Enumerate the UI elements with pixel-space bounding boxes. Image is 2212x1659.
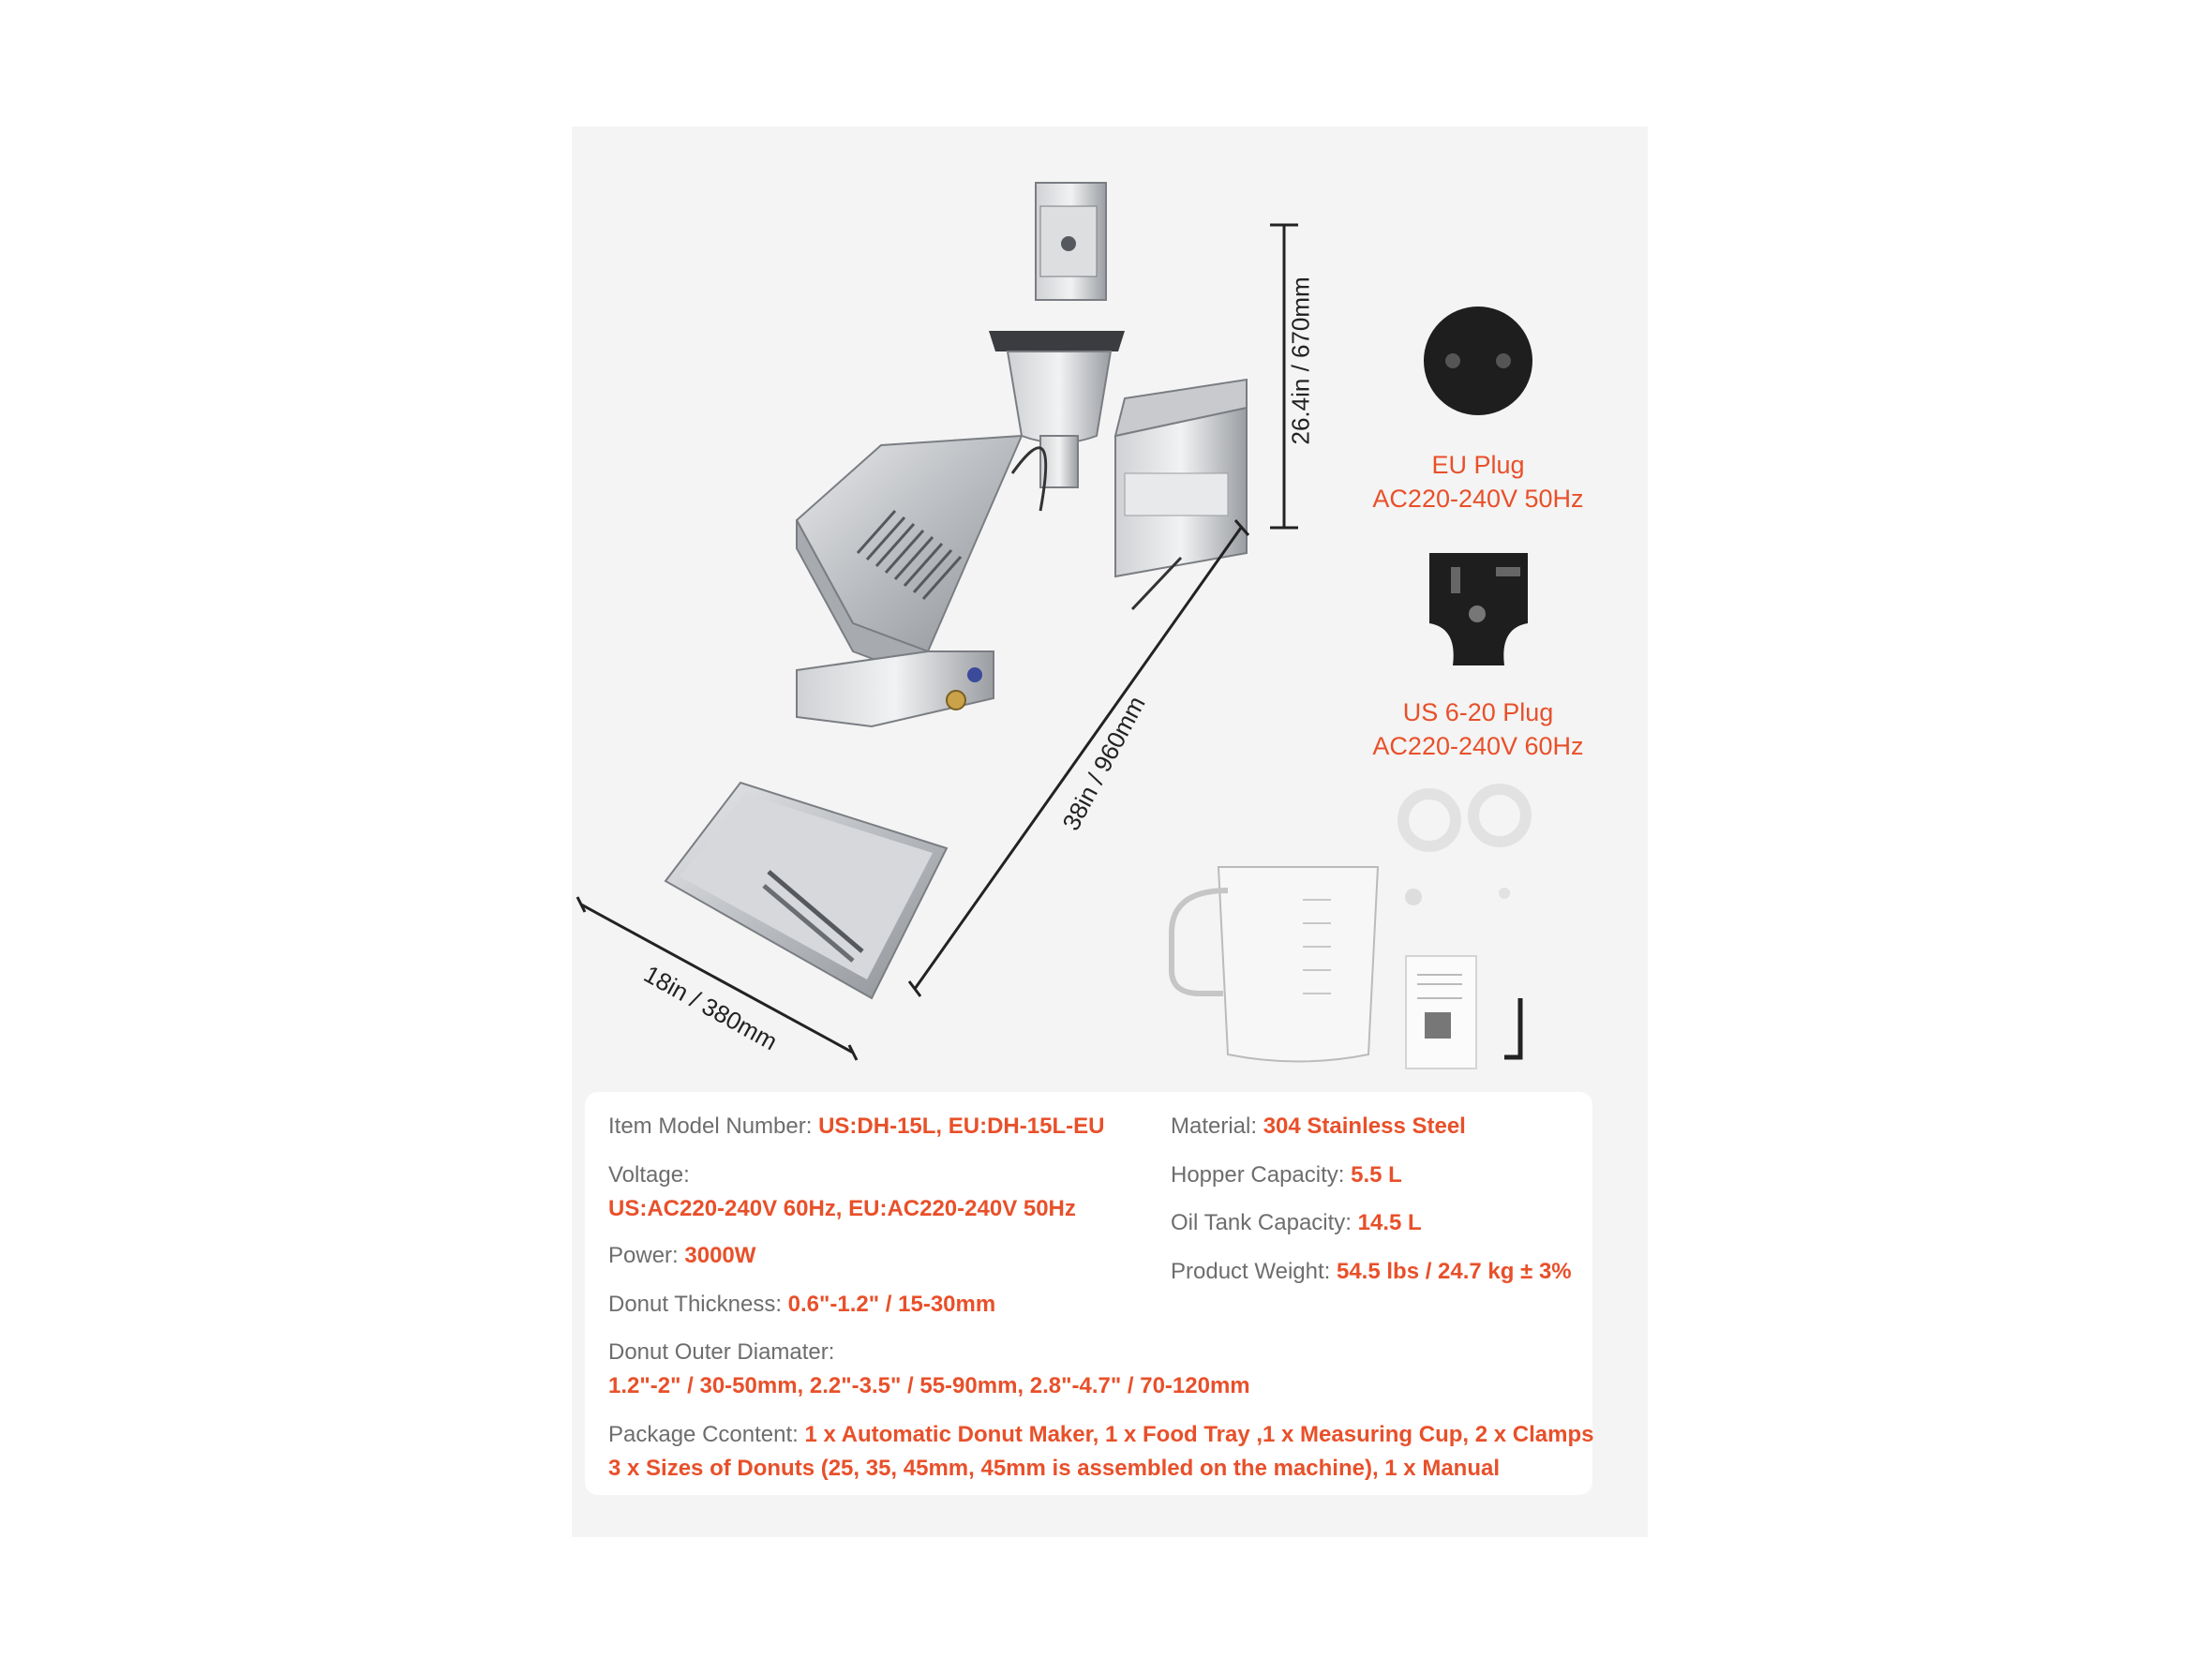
- food-tray: [665, 783, 947, 998]
- hex-key: [1504, 998, 1520, 1057]
- spec-thickness: [608, 1289, 995, 1321]
- spec-model: [608, 1111, 1104, 1143]
- spec-diameter-value-text: 1.2"-2" / 30-50mm, 2.2"-3.5" / 55-90mm, 2.8"-4.7" / 70-120mm: [608, 1373, 1250, 1398]
- donut-machine: [797, 183, 1247, 726]
- spec-package-value-line2: 3 x Sizes of Donuts (25, 35, 45mm, 45mm is assembled on the machine), 1 x Manual: [608, 1456, 1500, 1481]
- manual: [1406, 956, 1476, 1069]
- us-plug-spec: AC220-240V 60Hz: [1372, 732, 1584, 760]
- product-card: [572, 127, 1648, 1537]
- spec-panel: [585, 1092, 1592, 1495]
- eu-plug-spec: AC220-240V 50Hz: [1372, 485, 1584, 513]
- width-dimension-label: 18in / 380mm: [639, 959, 783, 1056]
- spec-model-label: Item Model Number:: [608, 1113, 813, 1139]
- spec-package: [608, 1419, 1593, 1451]
- spec-model-value: US:DH-15L, EU:DH-15L-EU: [818, 1113, 1105, 1139]
- length-dimension-label: 38in / 960mm: [1056, 691, 1151, 835]
- spec-diameter-label: Donut Outer Diamater:: [608, 1339, 835, 1365]
- spec-material-label: Material:: [1171, 1113, 1258, 1139]
- spec-oil-tank-value: 14.5 L: [1357, 1210, 1422, 1235]
- spec-voltage-label: Voltage:: [608, 1162, 690, 1188]
- spec-voltage-value: [608, 1193, 1076, 1225]
- spec-oil-tank-label: Oil Tank Capacity:: [1171, 1210, 1352, 1235]
- spec-thickness-value: 0.6"-1.2" / 15-30mm: [787, 1292, 996, 1317]
- spec-weight-value: 54.5 lbs / 24.7 kg ± 3%: [1336, 1259, 1572, 1284]
- measuring-cup: [1172, 867, 1378, 1062]
- spec-voltage-value-text: US:AC220-240V 60Hz, EU:AC220-240V 50Hz: [608, 1196, 1076, 1221]
- spec-diameter-value: [608, 1370, 1250, 1402]
- spec-power-value: 3000W: [684, 1243, 756, 1268]
- product-illustration: [572, 127, 1648, 1101]
- us-plug-caption: [1338, 695, 1619, 763]
- us-plug-image: [1429, 553, 1528, 665]
- sealing-rings: [1403, 789, 1526, 905]
- spec-package-line2: [608, 1453, 1500, 1485]
- us-plug-name: US 6-20 Plug: [1402, 698, 1554, 726]
- spec-hopper: [1171, 1159, 1402, 1191]
- spec-hopper-label: Hopper Capacity:: [1171, 1162, 1345, 1188]
- spec-oil-tank: [1171, 1207, 1422, 1239]
- spec-power-label: Power:: [608, 1243, 679, 1268]
- spec-power: [608, 1240, 755, 1272]
- dimension-lines: [577, 225, 1298, 1060]
- height-dimension-label: 26.4in / 670mm: [1286, 276, 1315, 445]
- spec-weight: [1171, 1256, 1572, 1288]
- eu-plug-name: EU Plug: [1431, 451, 1525, 479]
- spec-hopper-value: 5.5 L: [1351, 1162, 1402, 1188]
- spec-package-label: Package Ccontent:: [608, 1422, 799, 1447]
- spec-weight-label: Product Weight:: [1171, 1259, 1331, 1284]
- spec-thickness-label: Donut Thickness:: [608, 1292, 782, 1317]
- spec-material-value: 304 Stainless Steel: [1263, 1113, 1466, 1139]
- eu-plug-caption: [1338, 448, 1619, 516]
- spec-material: [1171, 1111, 1466, 1143]
- spec-package-value-line1: 1 x Automatic Donut Maker, 1 x Food Tray ,1 x Measuring Cup, 2 x Clamps: [804, 1422, 1594, 1447]
